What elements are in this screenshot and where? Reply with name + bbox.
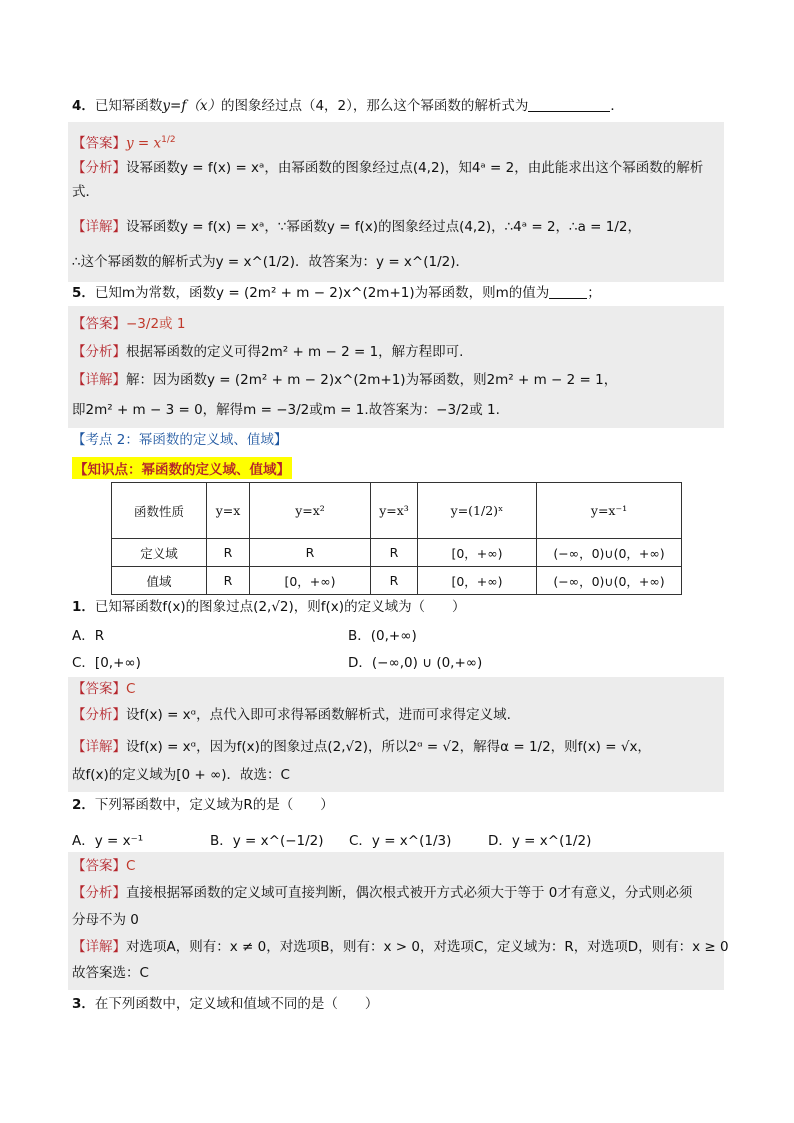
- p2-stem: 2．下列幂函数中，定义域为R的是（ ）: [72, 797, 334, 813]
- p2-option-d: D．y = x^(1/2): [488, 833, 592, 849]
- q4-detail-cont: ∴这个幂函数的解析式为y = x^(1/2)．故答案为：y = x^(1/2)．: [72, 254, 469, 270]
- p1-option-a: A．R: [72, 628, 105, 644]
- table-cell: R: [207, 539, 250, 567]
- table-header-cell: 函数性质: [112, 483, 207, 539]
- p1-option-b: B．(0,+∞): [348, 628, 417, 644]
- table-cell: [0，+∞): [418, 567, 537, 595]
- p1-detail: 【详解】设f(x) = xᵅ，因为f(x)的图象过点(2,√2)，所以2ᵅ = √2，解得α = 1/2，则f(x) = √x，: [72, 739, 651, 755]
- p2-detail-cont: 故答案选：C: [72, 965, 149, 981]
- p2-option-c: C．y = x^(1/3): [349, 833, 452, 849]
- p3-stem: 3．在下列函数中，定义域和值域不同的是（ ）: [72, 996, 379, 1012]
- p2-analysis-cont: 分母不为 0: [72, 912, 139, 928]
- p1-stem: 1．已知幂函数f(x)的图象过点(2,√2)，则f(x)的定义域为（ ）: [72, 599, 466, 615]
- table-cell: (−∞，0)∪(0，+∞): [537, 567, 682, 595]
- table-header-cell: y=x⁻¹: [537, 483, 682, 539]
- q5-detail-cont: 即2m² + m − 3 = 0，解得m = −3/2或m = 1.故答案为：−3/2或 1.: [72, 402, 500, 418]
- table-cell: [0，+∞): [250, 567, 371, 595]
- p1-analysis: 【分析】设f(x) = xᵅ，点代入即可求得幂函数解析式，进而可求得定义域.: [72, 707, 511, 723]
- table-cell: [0，+∞): [418, 539, 537, 567]
- knowledge-point-label: 【知识点：幂函数的定义域、值域】: [72, 457, 292, 479]
- p1-option-c: C．[0,+∞): [72, 655, 141, 671]
- q4-analysis-cont: 式．: [72, 184, 99, 200]
- q4-analysis: 【分析】设幂函数y = f(x) = xᵃ，由幂函数的图象经过点(4,2)，知4ᵃ = 2，由此能求出这个幂函数的解析: [72, 160, 704, 176]
- p2-analysis: 【分析】直接根据幂函数的定义域可直接判断，偶次根式被开方式必须大于等于 0才有意义，分式则必须: [72, 885, 693, 901]
- p2-detail: 【详解】对选项A，则有：x ≠ 0，对选项B，则有：x > 0，对选项C，定义域为：R，对选项D，则有：x ≥ 0: [72, 939, 729, 955]
- table-header-row: [112, 483, 682, 539]
- p1-detail-cont: 故f(x)的定义域为[0 + ∞)．故选：C: [72, 767, 290, 783]
- q5-analysis: 【分析】根据幂函数的定义可得2m² + m − 2 = 1，解方程即可.: [72, 344, 464, 360]
- table-cell: R: [371, 539, 418, 567]
- answer-blank: [549, 284, 587, 299]
- table-cell: 值域: [112, 567, 207, 595]
- table-row: [112, 567, 682, 595]
- p2-option-a: A．y = x⁻¹: [72, 833, 144, 849]
- table-header-cell: y=(1/2)ˣ: [418, 483, 537, 539]
- table-header-cell: y=x: [207, 483, 250, 539]
- q4-detail: 【详解】设幂函数y = f(x) = xᵃ，∵幂函数y = f(x)的图象经过点(4,2)，∴4ᵃ = 2，∴a = 1/2，: [72, 219, 642, 235]
- property-table: [111, 482, 682, 595]
- q4-stem: 4．已知幂函数y=f（x）的图象经过点（4，2），那么这个幂函数的解析式为 ．: [72, 98, 624, 114]
- table-cell: R: [371, 567, 418, 595]
- q5-stem: 5．已知m为常数，函数y = (2m² + m − 2)x^(2m+1)为幂函数，则m的值为 ；: [72, 285, 601, 301]
- q5-detail: 【详解】解：因为函数y = (2m² + m − 2)x^(2m+1)为幂函数，则2m² + m − 2 = 1，: [72, 372, 618, 388]
- section-title: 【考点 2：幂函数的定义域、值域】: [72, 432, 288, 448]
- table-header-cell: y=x³: [371, 483, 418, 539]
- table-cell: (−∞，0)∪(0，+∞): [537, 539, 682, 567]
- table-row: [112, 539, 682, 567]
- p1-option-d: D．(−∞,0) ∪ (0,+∞): [348, 655, 483, 671]
- p1-answer: 【答案】C: [72, 681, 136, 697]
- p2-option-b: B．y = x^(−1/2): [210, 833, 324, 849]
- p2-answer: 【答案】C: [72, 858, 136, 874]
- q4-answer: 【答案】$y = x^{1/2}$: [72, 135, 176, 152]
- p2-solution-box: [68, 852, 724, 990]
- table-cell: R: [250, 539, 371, 567]
- answer-blank: [528, 97, 610, 112]
- q5-answer: 【答案】−3/2或 1: [72, 316, 186, 332]
- table-cell: 定义域: [112, 539, 207, 567]
- table-cell: R: [207, 567, 250, 595]
- table-header-cell: y=x²: [250, 483, 371, 539]
